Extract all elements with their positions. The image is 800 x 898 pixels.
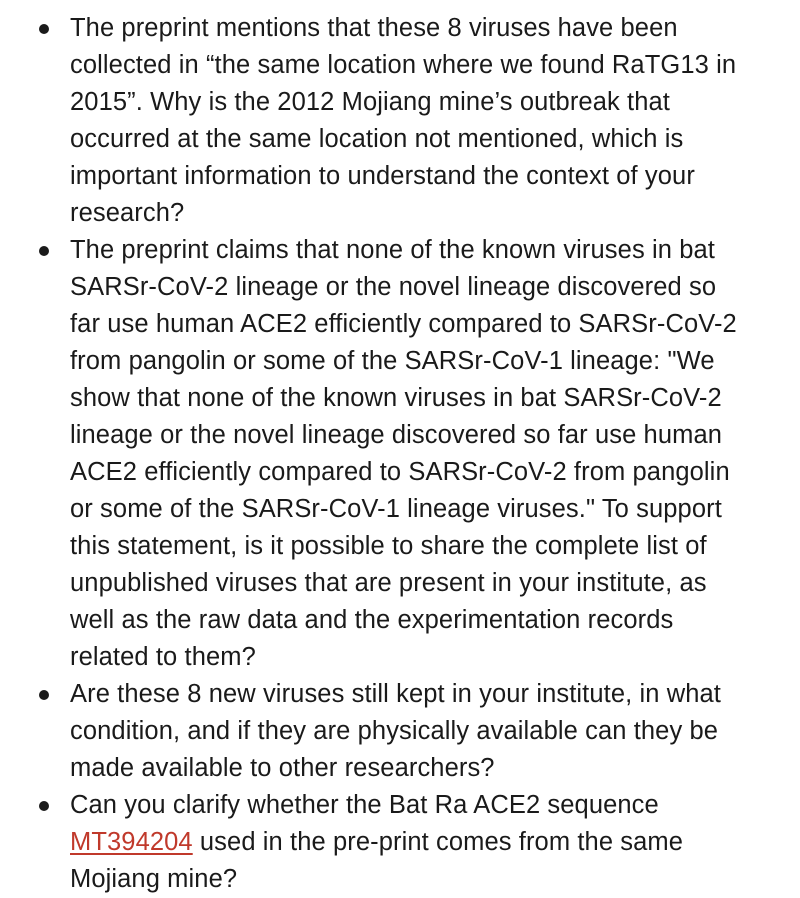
question-text-after-link: used in the pre-print comes from the same Mojiang mine?: [70, 828, 684, 893]
question-text: The preprint mentions that these 8 viruses have been collected in “the same location where we found RaTG13 in 2015”. Why is the 2012 Mojiang mine’s outbreak that occurred at the same location not mentioned, which is important information to understand the context of your research?: [70, 14, 737, 227]
question-text-before-link: Can you clarify whether the Bat Ra ACE2 sequence: [70, 791, 659, 819]
bullet-icon: [39, 246, 49, 256]
bullet-icon: [39, 24, 49, 34]
list-item: [70, 676, 742, 787]
question-text: Are these 8 new viruses still kept in your institute, in what condition, and if they are physically available can they be made available to other researchers?: [70, 680, 721, 782]
list-item: [70, 232, 742, 676]
bullet-icon: [39, 801, 49, 811]
sequence-link[interactable]: MT394204: [70, 828, 193, 856]
question-list: [0, 10, 742, 898]
list-item: [70, 787, 742, 898]
bullet-icon: [39, 690, 49, 700]
list-item: [70, 10, 742, 232]
question-text: The preprint claims that none of the known viruses in bat SARSr-CoV-2 lineage or the novel lineage discovered so far use human ACE2 efficiently compared to SARSr-CoV-2 from pangolin or some of the SARSr-CoV-1 lineage: "We show that none of the known viruses in bat SARSr-CoV-2 lineage or the novel lineage discovered so far use human ACE2 efficiently compared to SARSr-CoV-2 from pangolin or some of the SARSr-CoV-1 lineage viruses." To support this statement, is it possible to share the complete list of unpublished viruses that are present in your institute, as well as the raw data and the experimentation records related to them?: [70, 236, 737, 671]
